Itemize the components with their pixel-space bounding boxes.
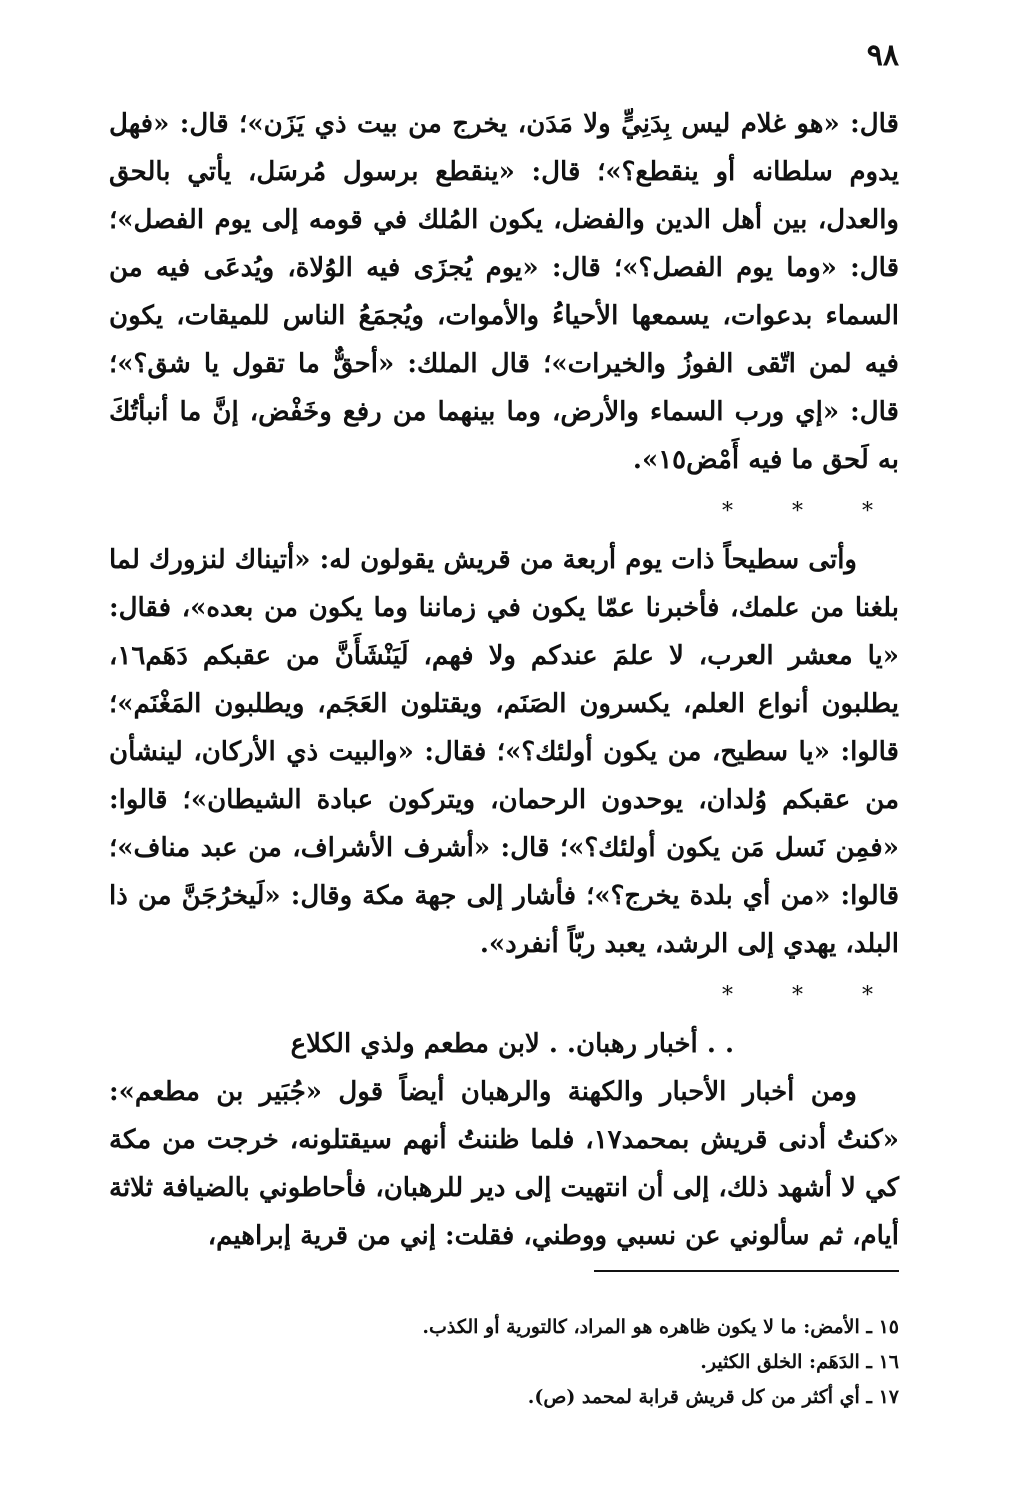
footnotes [109, 1310, 899, 1415]
footnote-divider [594, 1270, 899, 1272]
paragraph-satih-quraysh: وأتى سطيحاً ذات يوم أربعة من قريش يقولون له: «أتيناك لنزورك لما بلغنا من علمك، فأخبرنا عمّا يكون في زماننا وما يكون من بعده»، فقال: «يا معشر العرب، لا علمَ عندكم ولا فهم، لَيَنْشَأَنَّ من عقبكم دَهَم١٦، يطلبون أنواع العلم، يكسرون الصَنَم، ويقتلون العَجَم، ويطلبون المَغْنَم»؛ قالوا: «يا سطيح، من يكون أولئك؟»؛ فقال: «والبيت ذي الأركان، لينشأن من عقبكم وُلدان، يوحدون الرحمان، ويتركون عبادة الشيطان»؛ قالوا: «فمِن نَسل مَن يكون أولئك؟»؛ قال: «أشرف الأشراف، من عبد مناف»؛ قالوا: «من أي بلدة يخرج؟»؛ فأشار إلى جهة مكة وقال: «لَيخرُجَنَّ من ذا البلد، يهدي إلى الرشد، يعبد ربّاً أنفرد». [109, 545, 899, 959]
footnote-15: ١٥ ـ الأمض: ما لا يكون ظاهره هو المراد، كالتورية أو الكذب. [422, 1316, 899, 1338]
section-separator-2: * * * [722, 983, 899, 1008]
paragraph-shiq-dialogue: قال: «هو غلام ليس بِدَنِيٍّ ولا مَدَن، يخرج من بيت ذي يَزَن»؛ قال: «فهل يدوم سلطانه أو ينقطع؟»؛ قال: «ينقطع برسول مُرسَل، يأتي بالحق والعدل، بين أهل الدين والفضل، يكون المُلك في قومه إلى يوم الفصل»؛ قال: «وما يوم الفصل؟»؛ قال: «يوم يُجزَى فيه الوُلاة، ويُدعَى فيه من السماء بدعوات، يسمعها الأحياءُ والأموات، ويُجمَعُ الناس للميقات، يكون فيه لمن اتّقى الفوزُ والخيرات»؛ قال الملك: «أحقٌّ ما تقول يا شق؟»؛ قال: «إي ورب السماء والأرض، وما بينهما من رفع وخَفْض، إنَّ ما أنبأتُكَ به لَحق ما فيه أَمْض١٥». [109, 109, 899, 475]
page-number: ٩٨ [866, 38, 899, 73]
body-text [109, 100, 899, 1260]
footnote-17: ١٧ ـ أي أكثر من كل قريش قرابة لمحمد (ص). [527, 1386, 899, 1408]
section-separator-1: * * * [722, 499, 899, 524]
section-heading: . . أخبار رهبان. . لابن مطعم ولذي الكلاع [290, 1029, 734, 1059]
footnote-16: ١٦ ـ الدَهَم: الخلق الكثير. [700, 1351, 899, 1373]
paragraph-jubayr-ibn-mutim: ومن أخبار الأحبار والكهنة والرهبان أيضاً قول «جُبَير بن مطعم»: «كنتُ أدنى قريش بمحمد١٧، فلما ظننتُ أنهم سيقتلونه، خرجت من مكة كي لا أشهد ذلك، إلى أن انتهيت إلى دير للرهبان، فأحاطوني بالضيافة ثلاثة أيام، ثم سألوني عن نسبي ووطني، فقلت: إني من قرية إبراهيم، [109, 1077, 899, 1251]
